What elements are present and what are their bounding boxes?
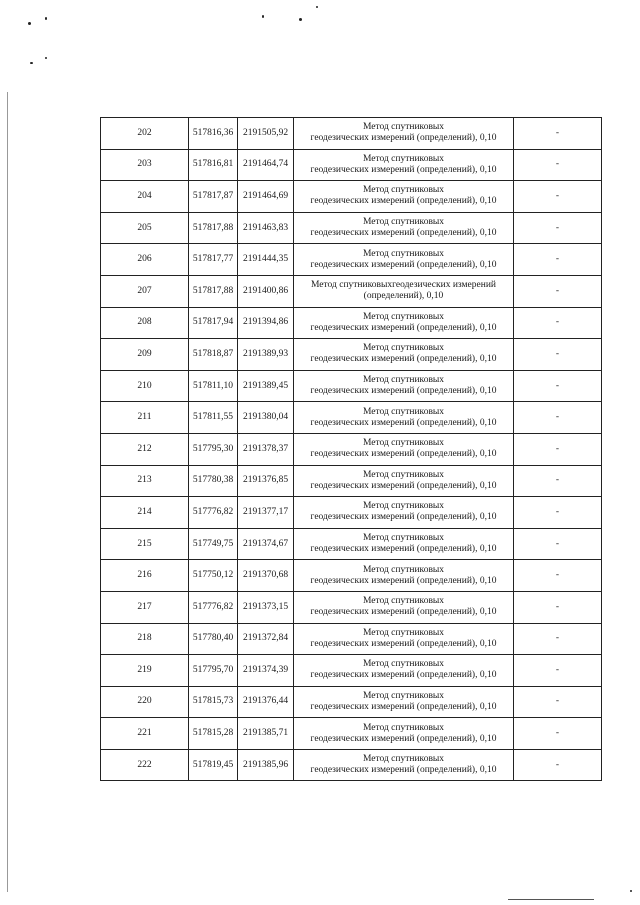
method-line-1: Метод спутниковых (362, 122, 445, 133)
method-line-1: Метод спутниковых (362, 153, 445, 164)
error-cell: - (514, 212, 602, 244)
coord-x: 517780,40 (189, 623, 238, 655)
method-line-1: Метод спутниковых (362, 596, 445, 607)
error-cell: - (514, 244, 602, 276)
error-cell: - (514, 181, 602, 213)
coord-x: 517811,10 (189, 370, 238, 402)
method-line-2: геодезических измерений (определений), 0,10 (310, 480, 497, 491)
bottom-rule (508, 899, 594, 900)
method-cell (294, 686, 514, 718)
method-line-1: Метод спутниковых (362, 343, 445, 354)
method-cell (294, 244, 514, 276)
method-line-1: Метод спутниковых (362, 406, 445, 417)
error-cell: - (514, 591, 602, 623)
point-number: 217 (101, 591, 189, 623)
method-cell (294, 433, 514, 465)
method-line-2: геодезических измерений (определений), 0,10 (310, 512, 497, 523)
error-cell: - (514, 339, 602, 371)
coord-y: 2191376,44 (238, 686, 294, 718)
method-cell (294, 307, 514, 339)
table-row (101, 402, 602, 434)
table-row (101, 307, 602, 339)
coord-x: 517749,75 (189, 528, 238, 560)
method-line-1: Метод спутниковых (362, 627, 445, 638)
method-line-2: геодезических измерений (определений), 0,10 (310, 417, 497, 428)
coord-x: 517817,87 (189, 181, 238, 213)
method-line-1: Метод спутниковых (362, 564, 445, 575)
method-line-2: геодезических измерений (определений), 0,10 (310, 228, 497, 239)
point-number: 208 (101, 307, 189, 339)
method-line-2: геодезических измерений (определений), 0,10 (310, 638, 497, 649)
error-cell: - (514, 560, 602, 592)
method-cell (294, 339, 514, 371)
table-row (101, 749, 602, 781)
coord-x: 517750,12 (189, 560, 238, 592)
point-number: 215 (101, 528, 189, 560)
method-cell (294, 275, 514, 307)
coord-x: 517817,88 (189, 275, 238, 307)
point-number: 216 (101, 560, 189, 592)
error-cell: - (514, 718, 602, 750)
table-row (101, 118, 602, 150)
method-cell (294, 497, 514, 529)
coord-x: 517819,45 (189, 749, 238, 781)
method-line-2: геодезических измерений (определений), 0,10 (310, 259, 497, 270)
method-line-1: Метод спутниковых (362, 501, 445, 512)
point-number: 207 (101, 275, 189, 307)
coord-x: 517817,88 (189, 212, 238, 244)
point-number: 203 (101, 149, 189, 181)
scan-speck (262, 15, 264, 18)
coord-y: 2191377,17 (238, 497, 294, 529)
error-cell: - (514, 402, 602, 434)
method-line-1: Метод спутниковых (362, 533, 445, 544)
error-cell: - (514, 118, 602, 150)
scan-speck (630, 890, 632, 892)
coord-y: 2191464,69 (238, 181, 294, 213)
method-cell (294, 591, 514, 623)
coord-x: 517817,94 (189, 307, 238, 339)
point-number: 218 (101, 623, 189, 655)
coord-y: 2191380,04 (238, 402, 294, 434)
error-cell: - (514, 655, 602, 687)
table-row (101, 212, 602, 244)
table-row (101, 433, 602, 465)
coord-y: 2191394,86 (238, 307, 294, 339)
coord-y: 2191378,37 (238, 433, 294, 465)
method-line-2: геодезических измерений (определений), 0,10 (310, 544, 497, 555)
coord-y: 2191389,45 (238, 370, 294, 402)
coord-y: 2191389,93 (238, 339, 294, 371)
point-number: 202 (101, 118, 189, 150)
point-number: 222 (101, 749, 189, 781)
point-number: 204 (101, 181, 189, 213)
coord-y: 2191463,83 (238, 212, 294, 244)
table-row (101, 623, 602, 655)
table-row (101, 339, 602, 371)
coord-y: 2191372,84 (238, 623, 294, 655)
scan-speck (316, 6, 318, 8)
method-line-1: Метод спутниковых (362, 248, 445, 259)
method-line-1: Метод спутниковых (362, 217, 445, 228)
method-cell (294, 402, 514, 434)
point-number: 211 (101, 402, 189, 434)
table-row (101, 591, 602, 623)
coordinates-table-body (101, 118, 602, 781)
scan-speck (30, 62, 33, 64)
point-number: 209 (101, 339, 189, 371)
coord-y: 2191374,67 (238, 528, 294, 560)
table-row (101, 181, 602, 213)
method-line-2: геодезических измерений (определений), 0,10 (310, 354, 497, 365)
method-line-1: Метод спутниковых (362, 722, 445, 733)
coord-x: 517811,55 (189, 402, 238, 434)
error-cell: - (514, 149, 602, 181)
table-row (101, 686, 602, 718)
method-cell (294, 465, 514, 497)
scan-margin-line (7, 92, 8, 892)
method-cell (294, 749, 514, 781)
error-cell: - (514, 465, 602, 497)
method-line-2: геодезических измерений (определений), 0,10 (310, 701, 497, 712)
point-number: 206 (101, 244, 189, 276)
error-cell: - (514, 497, 602, 529)
method-line-1: Метод спутниковых (362, 438, 445, 449)
error-cell: - (514, 307, 602, 339)
method-line-2: геодезических измерений (определений), 0,10 (310, 196, 497, 207)
method-cell (294, 623, 514, 655)
method-line-2: геодезических измерений (определений), 0,10 (310, 765, 497, 776)
method-cell (294, 528, 514, 560)
table-row (101, 528, 602, 560)
coord-y: 2191373,15 (238, 591, 294, 623)
coord-x: 517815,28 (189, 718, 238, 750)
coord-y: 2191370,68 (238, 560, 294, 592)
scan-speck (45, 57, 47, 59)
table-row (101, 465, 602, 497)
table-row (101, 655, 602, 687)
scan-speck (299, 18, 302, 21)
scan-speck (28, 22, 31, 25)
point-number: 213 (101, 465, 189, 497)
method-line-1: Метод спутниковых (362, 375, 445, 386)
coord-x: 517816,81 (189, 149, 238, 181)
point-number: 219 (101, 655, 189, 687)
point-number: 210 (101, 370, 189, 402)
table-row (101, 718, 602, 750)
method-line-2: геодезических измерений (определений), 0,10 (310, 164, 497, 175)
coord-x: 517818,87 (189, 339, 238, 371)
coord-y: 2191444,35 (238, 244, 294, 276)
coord-x: 517795,30 (189, 433, 238, 465)
method-line-1: Метод спутниковых (362, 659, 445, 670)
table-row (101, 560, 602, 592)
table-row (101, 275, 602, 307)
method-line-2: геодезических измерений (определений), 0,10 (310, 607, 497, 618)
method-line-1: Метод спутниковых (362, 469, 445, 480)
method-line-1: Метод спутниковых (362, 311, 445, 322)
method-cell (294, 181, 514, 213)
coord-y: 2191385,71 (238, 718, 294, 750)
method-cell (294, 149, 514, 181)
coord-y: 2191464,74 (238, 149, 294, 181)
table-row (101, 244, 602, 276)
point-number: 214 (101, 497, 189, 529)
method-cell (294, 655, 514, 687)
method-line-2: геодезических измерений (определений), 0,10 (310, 670, 497, 681)
method-line-1: Метод спутниковых (362, 690, 445, 701)
method-line-2: геодезических измерений (определений), 0,10 (310, 575, 497, 586)
method-line-2: геодезических измерений (определений), 0,10 (310, 386, 497, 397)
point-number: 220 (101, 686, 189, 718)
method-line-2: геодезических измерений (определений), 0,10 (310, 322, 497, 333)
coord-y: 2191385,96 (238, 749, 294, 781)
coord-x: 517815,73 (189, 686, 238, 718)
table-row (101, 497, 602, 529)
error-cell: - (514, 370, 602, 402)
point-number: 212 (101, 433, 189, 465)
error-cell: - (514, 528, 602, 560)
coord-x: 517776,82 (189, 591, 238, 623)
method-cell (294, 718, 514, 750)
point-number: 205 (101, 212, 189, 244)
coord-y: 2191505,92 (238, 118, 294, 150)
method-cell (294, 212, 514, 244)
method-cell (294, 560, 514, 592)
method-line-2: (определений), 0,10 (363, 291, 444, 302)
coord-x: 517816,36 (189, 118, 238, 150)
error-cell: - (514, 275, 602, 307)
coord-x: 517780,38 (189, 465, 238, 497)
method-line-1: Метод спутниковых (362, 754, 445, 765)
method-cell (294, 118, 514, 150)
coord-y: 2191400,86 (238, 275, 294, 307)
method-line-1: Метод спутниковыхгеодезических измерений (310, 280, 496, 291)
method-cell (294, 370, 514, 402)
table-row (101, 370, 602, 402)
coord-x: 517795,70 (189, 655, 238, 687)
method-line-2: геодезических измерений (определений), 0,10 (310, 133, 497, 144)
error-cell: - (514, 686, 602, 718)
point-number: 221 (101, 718, 189, 750)
coord-y: 2191374,39 (238, 655, 294, 687)
error-cell: - (514, 433, 602, 465)
scan-speck (45, 17, 47, 20)
method-line-2: геодезических измерений (определений), 0,10 (310, 449, 497, 460)
table-row (101, 149, 602, 181)
coordinates-table (100, 117, 602, 781)
coord-x: 517776,82 (189, 497, 238, 529)
error-cell: - (514, 749, 602, 781)
method-line-1: Метод спутниковых (362, 185, 445, 196)
coord-x: 517817,77 (189, 244, 238, 276)
coord-y: 2191376,85 (238, 465, 294, 497)
error-cell: - (514, 623, 602, 655)
method-line-2: геодезических измерений (определений), 0,10 (310, 733, 497, 744)
